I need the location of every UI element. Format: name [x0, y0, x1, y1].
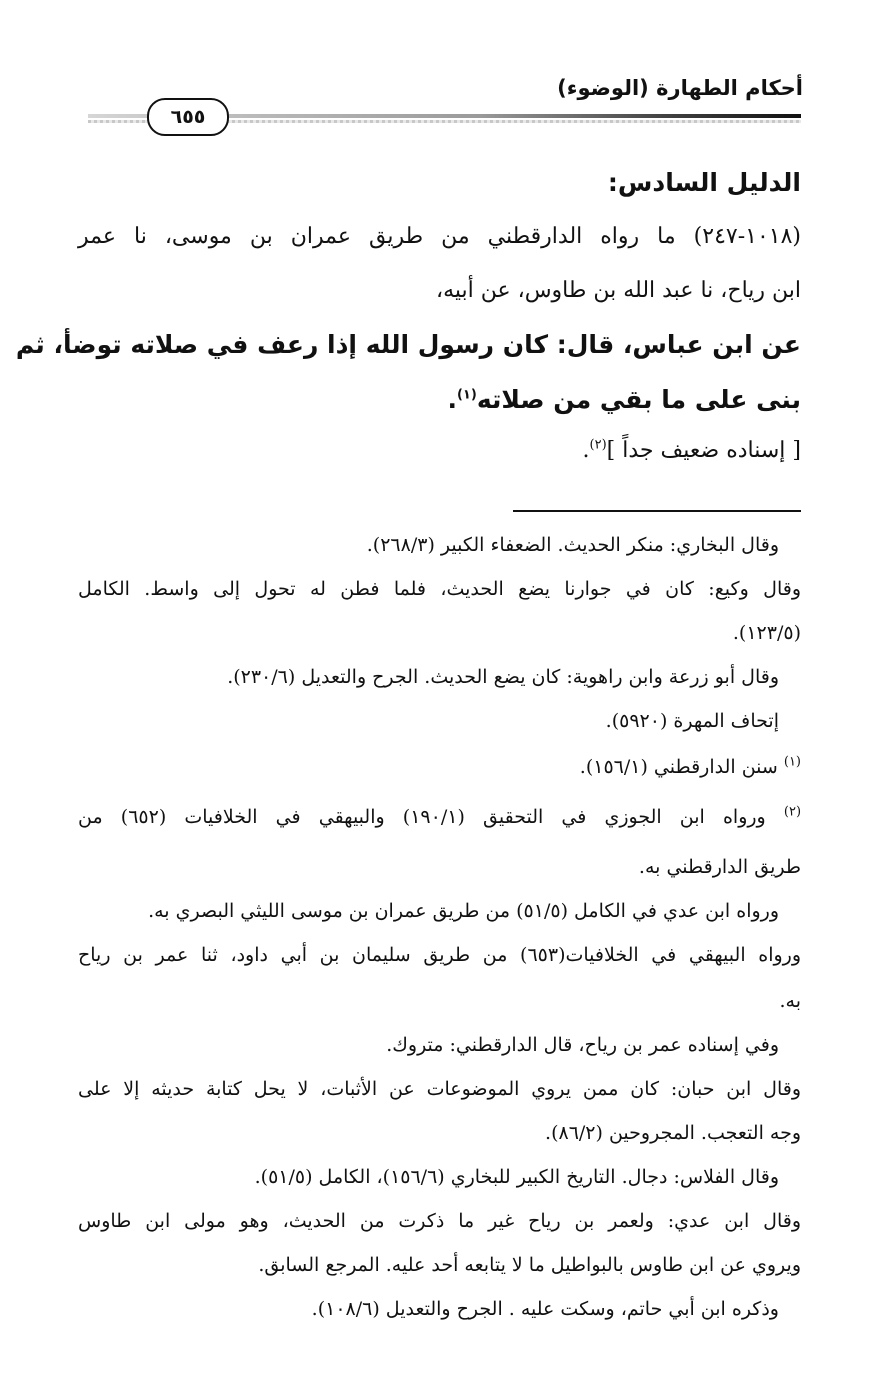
- footnote-line: إتحاف المهرة (٥٩٢٠).: [605, 710, 779, 732]
- footnote-line: وقال ابن عدي: ولعمر بن رياح غير ما ذكرت من الحديث، وهو مولى ابن طاوس: [78, 1210, 801, 1232]
- running-header-title: أحكام الطهارة (الوضوء): [557, 76, 803, 100]
- footnote-line: طريق الدارقطني به.: [638, 856, 801, 878]
- footnote-line: وقال وكيع: كان في جوارنا يضع الحديث، فلما فطن له تحول إلى واسط. الكامل: [78, 578, 801, 600]
- hadith-text-line-1: عن ابن عباس، قال: كان رسول الله إذا رعف في صلاته توضأ، ثم: [15, 330, 801, 359]
- footnote-line: به.: [779, 990, 801, 1012]
- footnote-line: وقال الفلاس: دجال. التاريخ الكبير للبخاري (١٥٦/٦)، الكامل (٥١/٥).: [254, 1166, 779, 1188]
- footnote-line: وذكره ابن أبي حاتم، وسكت عليه . الجرح والتعديل (١٠٨/٦).: [311, 1298, 779, 1320]
- footnote-line: وقال ابن حبان: كان ممن يروي الموضوعات عن الأثبات، لا يحل كتابة حديثه إلا على: [78, 1078, 801, 1100]
- footnote-marker-1: (١): [783, 754, 801, 770]
- hadith-chain-line-1: (١٠١٨-٢٤٧) ما رواه الدارقطني من طريق عمران بن موسى، نا عمر: [78, 224, 801, 249]
- footnote-1: [580, 756, 801, 778]
- section-heading: الدليل السادس:: [607, 168, 801, 197]
- footnote-line: (١٢٣/٥).: [732, 622, 801, 644]
- footnote-separator: [513, 510, 801, 512]
- footnote-line: ورواه البيهقي في الخلافيات(٦٥٣) من طريق سليمان بن أبي داود، ثنا عمر بن رياح: [78, 944, 801, 966]
- footnote-line: وفي إسناده عمر بن رياح، قال الدارقطني: متروك.: [386, 1034, 779, 1056]
- grading-text: [ إسناده ضعيف جداً ]: [606, 438, 801, 463]
- grading-end-mark: .: [582, 438, 590, 463]
- hadith-chain-line-2: ابن رياح، نا عبد الله بن طاوس، عن أبيه،: [435, 278, 801, 303]
- footnote-1-text: سنن الدارقطني (١٥٦/١).: [579, 756, 778, 778]
- footnote-line: وقال البخاري: منكر الحديث. الضعفاء الكبير (٢٦٨/٣).: [366, 534, 779, 556]
- grading-line: [583, 438, 801, 463]
- footnote-line: ورواه ابن عدي في الكامل (٥١/٥) من طريق عمران بن موسى الليثي البصري به.: [148, 900, 779, 922]
- footnote-marker-2: (٢): [783, 804, 802, 820]
- footnote-ref-2: (٢): [589, 437, 607, 453]
- hadith-text-line-2: [447, 385, 801, 414]
- page-number-badge: ٦٥٥: [147, 98, 229, 136]
- footnote-line: ويروي عن ابن طاوس بالبواطيل ما لا يتابعه أحد عليه. المرجع السابق.: [258, 1254, 801, 1276]
- footnote-2-text: ورواه ابن الجوزي في التحقيق (١٩٠/١) والبيهقي في الخلافيات (٦٥٢) من: [78, 806, 766, 828]
- footnote-line: وقال أبو زرعة وابن راهوية: كان يضع الحديث. الجرح والتعديل (٢٣٠/٦).: [227, 666, 779, 688]
- footnote-ref-1: (١): [456, 387, 477, 403]
- footnote-2: [78, 806, 801, 828]
- hadith-end-mark: .: [447, 385, 457, 414]
- hadith-text-line-2-text: بنى على ما بقي من صلاته: [476, 385, 801, 414]
- footnote-line: وجه التعجب. المجروحين (٨٦/٢).: [545, 1122, 801, 1144]
